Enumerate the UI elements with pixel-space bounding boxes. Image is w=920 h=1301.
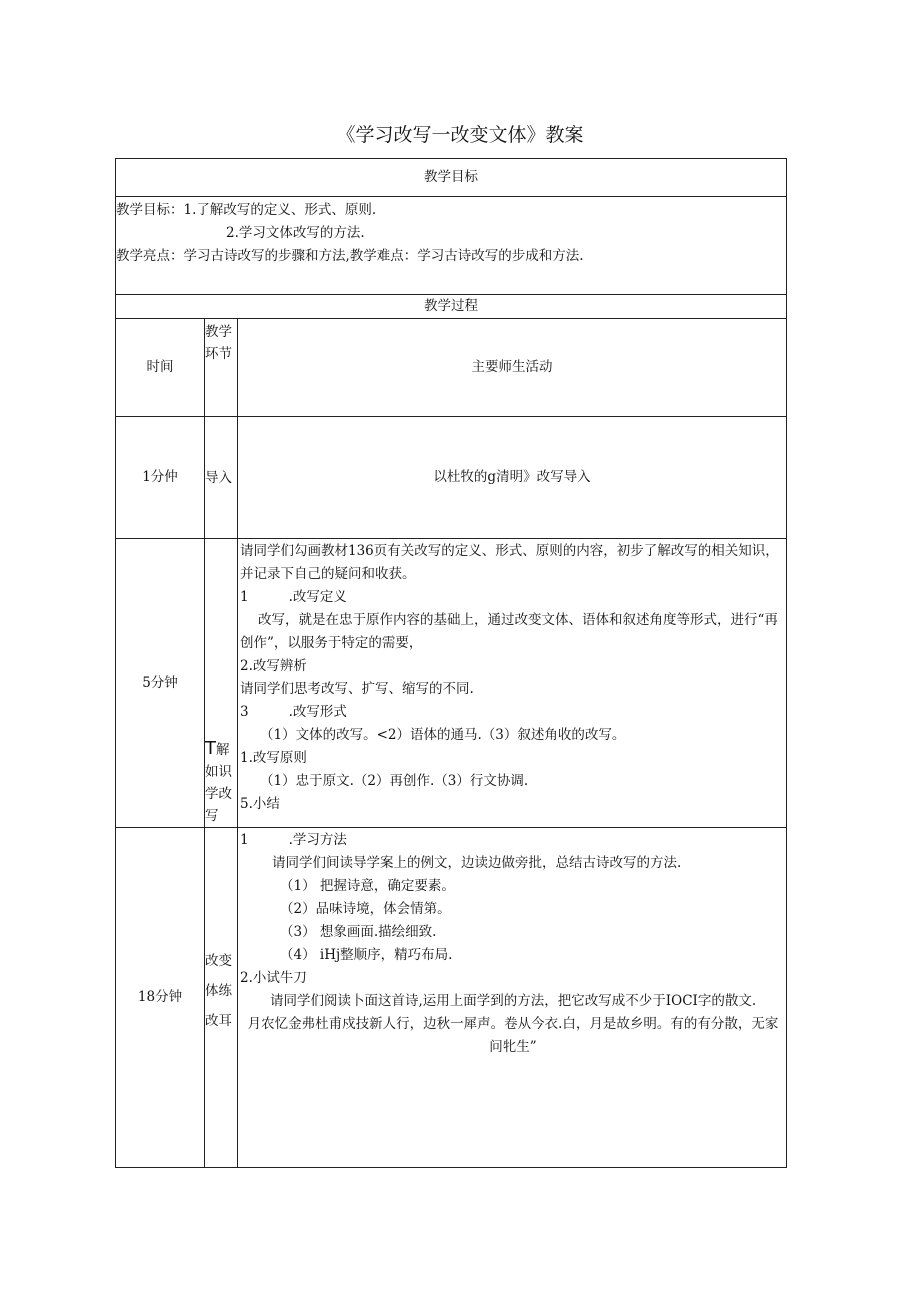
col-activity-header: 主要师生活动 bbox=[238, 319, 787, 417]
knowledge-stage-rest: 解 bbox=[216, 742, 230, 758]
practice-stage bbox=[205, 828, 238, 1168]
practice-stage-line-2: 体练 bbox=[205, 983, 232, 999]
practice-stage-line-1: 改变 bbox=[205, 953, 232, 969]
practice-stage-line-3: 改耳 bbox=[205, 1013, 232, 1029]
knowledge-activity bbox=[238, 539, 787, 828]
column-header-row bbox=[116, 319, 787, 417]
knowledge-line-10: （1）忠于原文.（2）再创作.（3）行文协调. bbox=[260, 773, 529, 789]
intro-activity: 以杜牧的g清明》改写导入 bbox=[238, 417, 787, 539]
highlights-line: 教学亮点：学习古诗改写的步骤和方法,教学难点：学习古诗改写的步成和方法. bbox=[116, 248, 584, 264]
knowledge-line-11: 5.小结 bbox=[240, 796, 280, 812]
knowledge-line-7: .改写形式 bbox=[288, 704, 347, 720]
col-stage-header: 教学环节 bbox=[205, 319, 238, 417]
document-title: 《学习改写一改变文体》教案 bbox=[336, 124, 584, 146]
objective-line-1: 教学目标：1.了解改写的定义、形式、原则. bbox=[116, 202, 377, 218]
intro-time: 1分仲 bbox=[116, 417, 205, 539]
intro-row bbox=[116, 417, 787, 539]
knowledge-line-1: 1 bbox=[240, 589, 249, 605]
practice-line-0: 1 bbox=[240, 832, 249, 848]
practice-row bbox=[116, 828, 787, 1168]
knowledge-time: 5分钟 bbox=[116, 539, 205, 828]
knowledge-stage-line-3: 写 bbox=[205, 808, 219, 824]
practice-line-6: （4） iHj整顺序，精巧布局. bbox=[280, 947, 453, 963]
objectives-header-row bbox=[116, 159, 787, 197]
knowledge-line-8: （1）文体的改写。<2）语体的通马.（3）叙述角收的改写。 bbox=[260, 727, 626, 743]
process-header: 教学过程 bbox=[116, 295, 787, 319]
knowledge-stage-line-2: 学改 bbox=[205, 786, 232, 802]
knowledge-stage bbox=[205, 539, 238, 828]
objectives-header: 教学目标 bbox=[116, 159, 787, 197]
practice-line-5: （3） 想象画面.描绘细致. bbox=[280, 924, 437, 940]
lesson-plan-table bbox=[115, 158, 787, 1168]
objective-line-2: 2.学习文体改写的方法. bbox=[226, 225, 365, 241]
practice-line-1: .学习方法 bbox=[288, 832, 347, 848]
knowledge-line-4: 2.改写辨析 bbox=[240, 658, 307, 674]
practice-line-9: 月农忆金弗杜甫戍技新人行，边秋一犀声。卷从今衣.白，月是故乡明。有的有分散，无家问牝生” bbox=[247, 1016, 779, 1055]
practice-line-8: 请同学们阅读卜面这首诗,运用上面学到的方法，把它改写成不少于IOCI字的散文. bbox=[270, 993, 757, 1009]
knowledge-line-3: 改写，就是在忠于原作内容的基础上，通过改变文体、语体和叙述角度等形式，进行“再创作”，以服务于特定的需要， bbox=[240, 612, 778, 651]
intro-stage: 导入 bbox=[205, 417, 238, 539]
col-time-header: 时间 bbox=[116, 319, 205, 417]
practice-line-7: 2.小试牛刀 bbox=[240, 970, 307, 986]
practice-line-2: 请同学们间读导学案上的例文，边读边做旁批，总结古诗改写的方法. bbox=[272, 855, 682, 871]
knowledge-line-6: 3 bbox=[240, 704, 249, 720]
knowledge-line-2: .改写定义 bbox=[288, 589, 347, 605]
knowledge-line-5: 请同学们思考改写、扩写、缩写的不同. bbox=[240, 681, 474, 697]
knowledge-stage-line-1: 如识 bbox=[205, 764, 232, 780]
objectives-content bbox=[116, 197, 787, 295]
objectives-row bbox=[116, 197, 787, 295]
practice-line-4: （2）品味诗境，体会情第。 bbox=[280, 901, 451, 917]
process-header-row bbox=[116, 295, 787, 319]
knowledge-line-0: 请同学们勾画教材136页有关改写的定义、形式、原则的内容，初步了解改写的相关知识，并记录下自己的疑问和收获。 bbox=[240, 543, 779, 582]
knowledge-row bbox=[116, 539, 787, 828]
practice-line-3: （1） 把握诗意，确定要素。 bbox=[280, 878, 455, 894]
practice-activity bbox=[238, 828, 787, 1168]
knowledge-line-9: 1.改写原则 bbox=[240, 750, 307, 766]
knowledge-stage-t: T bbox=[205, 738, 216, 759]
practice-time: 18分钟 bbox=[116, 828, 205, 1168]
